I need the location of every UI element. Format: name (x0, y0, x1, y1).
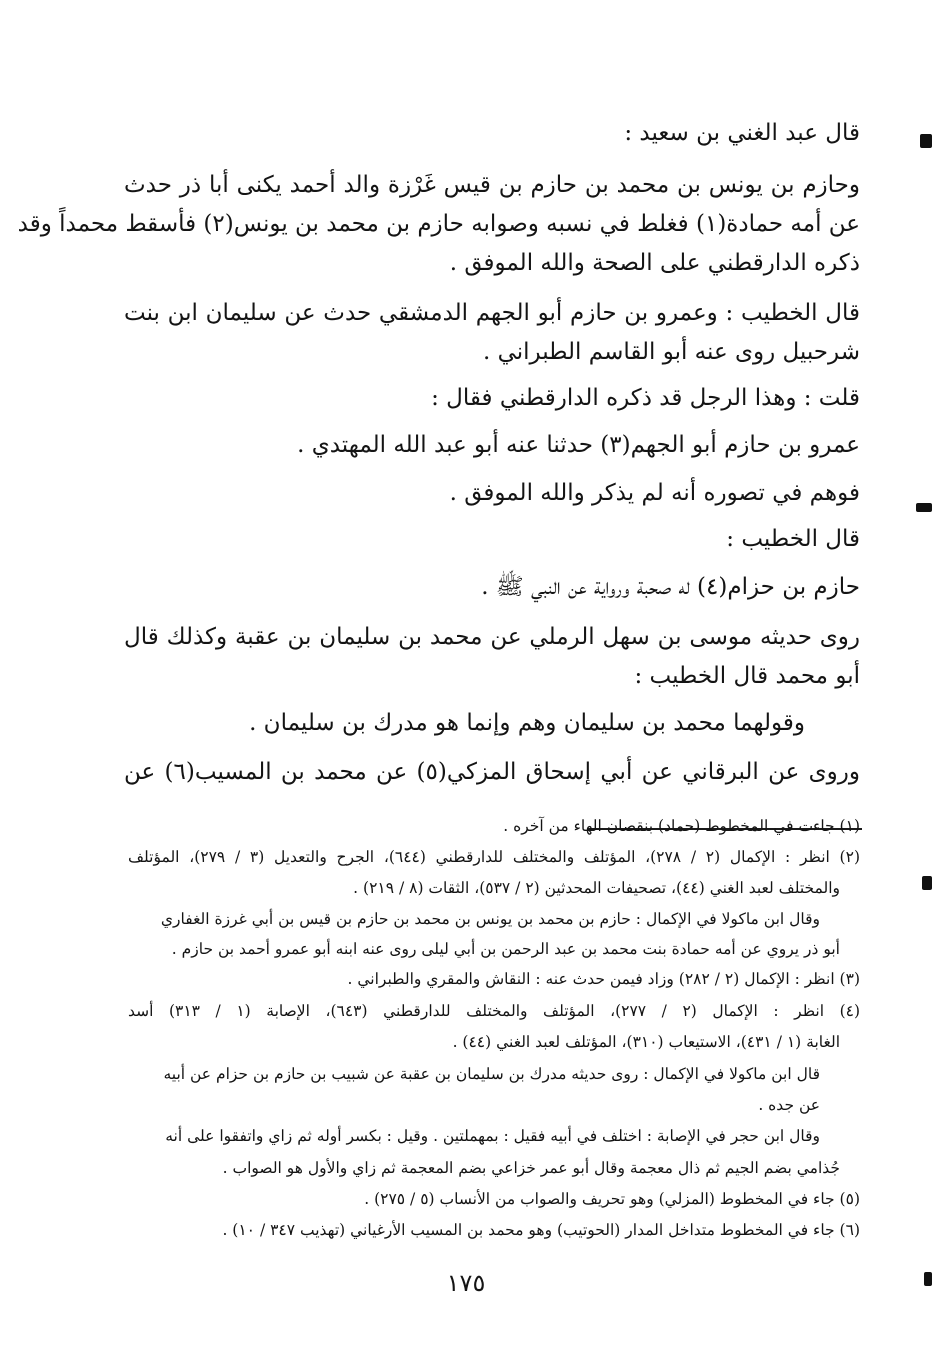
main-text-line: قال الخطيب : وعمرو بن حازم أبو الجهم الدمشقي حدث عن سليمان ابن بنت (124, 300, 860, 326)
main-text-line: وروى عن البرقاني عن أبي إسحاق المزكي(٥) عن محمد بن المسيب(٦) عن (124, 759, 860, 785)
footnote-line: (١) جاءت في المخطوط (حماد) بنقصان الهاء من آخره . (503, 817, 860, 835)
main-text-line: قال الخطيب : (726, 526, 860, 552)
footnote-line: وقال ابن ماكولا في الإكمال : حازم بن محمد بن يونس بن محمد بن حازم بن قيس بن أبي غرزة الغفاري (160, 910, 820, 928)
footnote-line: الغابة (١ / ٤٣١)، الاستيعاب (٣١٠)، المؤتلف لعبد الغني (٤٤) . (452, 1033, 840, 1051)
main-text-line: شرحبيل روى عنه أبو القاسم الطبراني . (482, 339, 860, 365)
scan-edge-mark (922, 876, 932, 890)
footnote-line: (٦) جاء في المخطوط متداخل المدار (الحوتيب) وهو محمد بن المسيب الأرغياني (تهذيب ٣٤٧ / ١٠) . (222, 1221, 860, 1239)
footnote-line: (٥) جاء في المخطوط (المزلي) وهو تحريف والصواب من الأنساب (٥ / ٢٧٥) . (364, 1190, 860, 1208)
scan-edge-mark (916, 503, 932, 512)
main-text-line: أبو محمد قال الخطيب : (634, 663, 860, 689)
main-text-line: ذكره الدارقطني على الصحة والله الموفق . (449, 250, 860, 276)
main-text-line: روى حديثه موسى بن سهل الرملي عن محمد بن سليمان بن عقبة وكذلك قال (124, 624, 860, 650)
scan-edge-mark (920, 134, 932, 148)
footnote-line: (٤) انظر : الإكمال (٢ / ٢٧٧)، المؤتلف والمختلف للدارقطني (٦٤٣)، الإصابة (١ / ٣١٣) أسد (128, 1002, 861, 1020)
footnote-line: عن جده . (758, 1096, 820, 1114)
footnote-line: (٣) انظر : الإكمال (٢ / ٢٨٢) وزاد فيمن حدث عنه : النقاش والمقري والطبراني . (347, 970, 860, 988)
main-text-line: عن أمه حمادة(١) فغلط في نسبه وصوابه حازم بن محمد بن يونس(٢) فأسقط محمداً وقد (17, 211, 860, 237)
footnote-line: وقال ابن حجر في الإصابة : اختلف في أبيه فقيل : بمهملتين . وقيل : بكسر أوله ثم زاي واتفقوا على أنه (165, 1127, 820, 1145)
main-text-line: حازم بن حزام(٤) له صحبة ورواية عن النبي ﷺ . (481, 574, 860, 600)
footnote-line: والمختلف لعبد الغني (٤٤)، تصحيفات المحدثين (٢ / ٥٣٧)، الثقات (٨ / ٢١٩) . (353, 879, 840, 897)
footnote-line: (٢) انظر : الإكمال (٢ / ٢٧٨)، المؤتلف والمختلف للدارقطني (٦٤٤)، الجرح والتعديل (٣ / ٢٧٩)، المؤتلف (128, 848, 860, 866)
main-text-line: وحازم بن يونس بن محمد بن حازم بن قيس غَرْزة والد أحمد يكنى أبا ذر حدث (124, 172, 861, 198)
footnote-line: أبو ذر يروي عن أمه حمادة بنت محمد بن عبد الرحمن بن أبي ليلى روى عنه ابنه أبو عمرو أحمد بن حازم . (171, 940, 840, 958)
main-text-line: قلت : وهذا الرجل قد ذكره الدارقطني فقال : (431, 385, 860, 411)
footnote-line: قال ابن ماكولا في الإكمال : روى حديثه مدرك بن سليمان بن عقبة عن شبيب بن حازم بن حزام عن أبيه (163, 1065, 820, 1083)
footnote-line: جُذامي بضم الجيم ثم ذال معجمة وقال أبو عمر خزاعي بضم المعجمة ثم زاي والأول هو الصواب . (222, 1159, 840, 1177)
main-text-line: قال عبد الغني بن سعيد : (624, 120, 860, 146)
page-number: ١٧٥ (446, 1269, 486, 1297)
main-text-line: فوهم في تصوره أنه لم يذكر والله الموفق . (449, 480, 860, 506)
scan-edge-mark (924, 1272, 932, 1286)
main-text-line: عمرو بن حازم أبو الجهم(٣) حدثنا عنه أبو عبد الله المهتدي . (297, 432, 860, 458)
main-text-line: وقولهما محمد بن سليمان وهم وإنما هو مدرك بن سليمان . (249, 710, 805, 736)
